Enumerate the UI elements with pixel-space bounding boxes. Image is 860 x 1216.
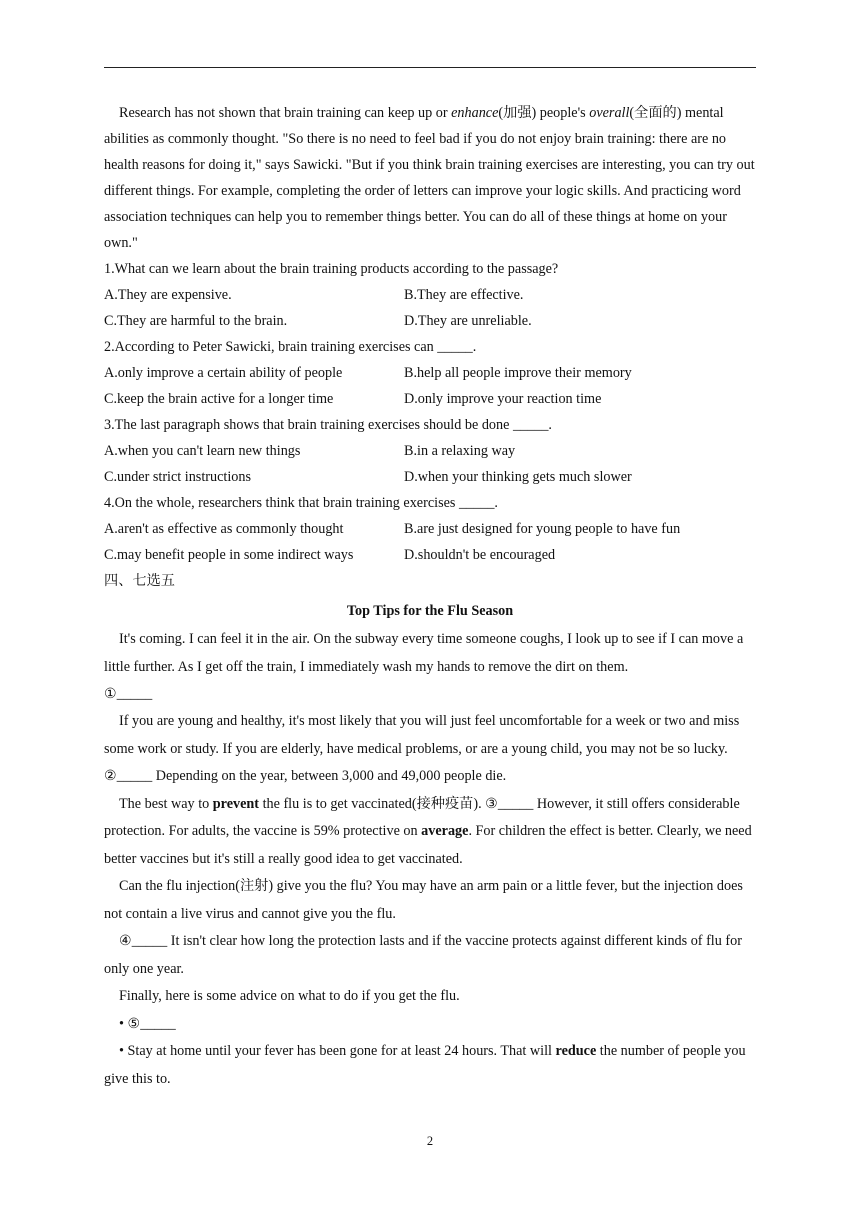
article-text: • Stay at home until your fever has been gone for at least 24 hours. That will <box>119 1043 556 1059</box>
option-c: C.keep the brain active for a longer time <box>104 391 334 407</box>
option-c: C.may benefit people in some indirect ways <box>104 547 354 563</box>
bullet-stay-home <box>104 1038 756 1093</box>
option-b: B.in a relaxing way <box>404 443 516 459</box>
question-3 <box>104 412 756 490</box>
question-4 <box>104 490 756 568</box>
article-paragraph-6: Finally, here is some advice on what to do if you get the flu. <box>119 988 460 1004</box>
question-2 <box>104 334 756 412</box>
article-paragraph-3 <box>104 791 756 874</box>
article-paragraph-1: It's coming. I can feel it in the air. On the subway every time someone coughs, I look up to see if I can move a little further. As I get off the train, I immediately wash my hands to remove the dirt on them. <box>104 631 744 675</box>
bold-word-average: average <box>421 823 469 839</box>
option-c: C.under strict instructions <box>104 469 251 485</box>
article-title: Top Tips for the Flu Season <box>346 603 514 619</box>
header-rule <box>104 67 756 68</box>
article-text: The best way to <box>119 795 213 812</box>
passage-text: (全面的) mental abilities as commonly thought. "So there is no need to feel bad if you do not enjoy brain training: there are no health reasons for doing it," says Sawicki. "But if you think brain training exercises are interesting, you can try out different things. For example, completing the order of letters can improve your logic skills. And practicing word association techniques can help you to remember things better. You can do all of these things at home on your own." <box>104 105 755 251</box>
question-stem: 2.According to Peter Sawicki, brain training exercises can _____. <box>104 339 477 355</box>
blank-1: ①_____ <box>104 686 153 702</box>
question-stem: 1.What can we learn about the brain training products according to the passage? <box>104 261 559 277</box>
option-a: A.aren't as effective as commonly thought <box>104 521 344 537</box>
article-text: the number of people you give this to. <box>104 1043 746 1087</box>
question-1 <box>104 256 756 334</box>
passage-text: (加强) people's <box>498 105 590 121</box>
option-c: C.They are harmful to the brain. <box>104 313 288 329</box>
article-paragraph-5: ④_____ It isn't clear how long the protection lasts and if the vaccine protects against different kinds of flu for only one year. <box>104 933 742 977</box>
section-heading: 四、七选五 <box>104 573 175 589</box>
italic-word-enhance: enhance <box>451 105 499 121</box>
option-a: A.when you can't learn new things <box>104 443 301 459</box>
option-d: D.only improve your reaction time <box>404 391 602 407</box>
article-text: . For children the effect is better. Clearly, we need better vaccines but it's still a really good idea to get vaccinated. <box>104 823 752 867</box>
italic-word-overall: overall <box>589 105 630 121</box>
option-b: B.help all people improve their memory <box>404 365 632 381</box>
option-b: B.are just designed for young people to have fun <box>404 521 681 537</box>
option-d: D.shouldn't be encouraged <box>404 547 556 563</box>
article-paragraph-4: Can the flu injection(注射) give you the flu? You may have an arm pain or a little fever, but the injection does not contain a live virus and cannot give you the flu. <box>104 878 743 922</box>
bold-word-prevent: prevent <box>212 795 260 812</box>
option-d: D.when your thinking gets much slower <box>404 469 632 485</box>
article-paragraph-2: If you are young and healthy, it's most likely that you will just feel uncomfortable for a week or two and miss some work or study. If you are elderly, have medical problems, or are a young child, you may not be so lucky. ②_____ Depending on the year, between 3,000 and 49,000 people die. <box>104 713 740 784</box>
question-stem: 4.On the whole, researchers think that brain training exercises _____. <box>104 495 498 511</box>
bold-word-reduce: reduce <box>555 1043 597 1059</box>
passage-paragraph <box>104 100 756 256</box>
option-d: D.They are unreliable. <box>404 313 532 329</box>
option-a: A.They are expensive. <box>104 287 232 303</box>
option-a: A.only improve a certain ability of people <box>104 365 343 381</box>
option-b: B.They are effective. <box>404 287 524 303</box>
question-stem: 3.The last paragraph shows that brain training exercises should be done _____. <box>104 417 552 433</box>
bullet-blank-5: • ⑤_____ <box>119 1015 176 1032</box>
page-number: 2 <box>426 1134 434 1148</box>
document-body <box>104 100 756 1093</box>
article-text: the flu is to get vaccinated(接种疫苗). ③_____ However, it still offers considerable protection. For adults, the vaccine is 59% protective on <box>104 795 740 839</box>
passage-text: Research has not shown that brain training can keep up or <box>119 105 452 121</box>
